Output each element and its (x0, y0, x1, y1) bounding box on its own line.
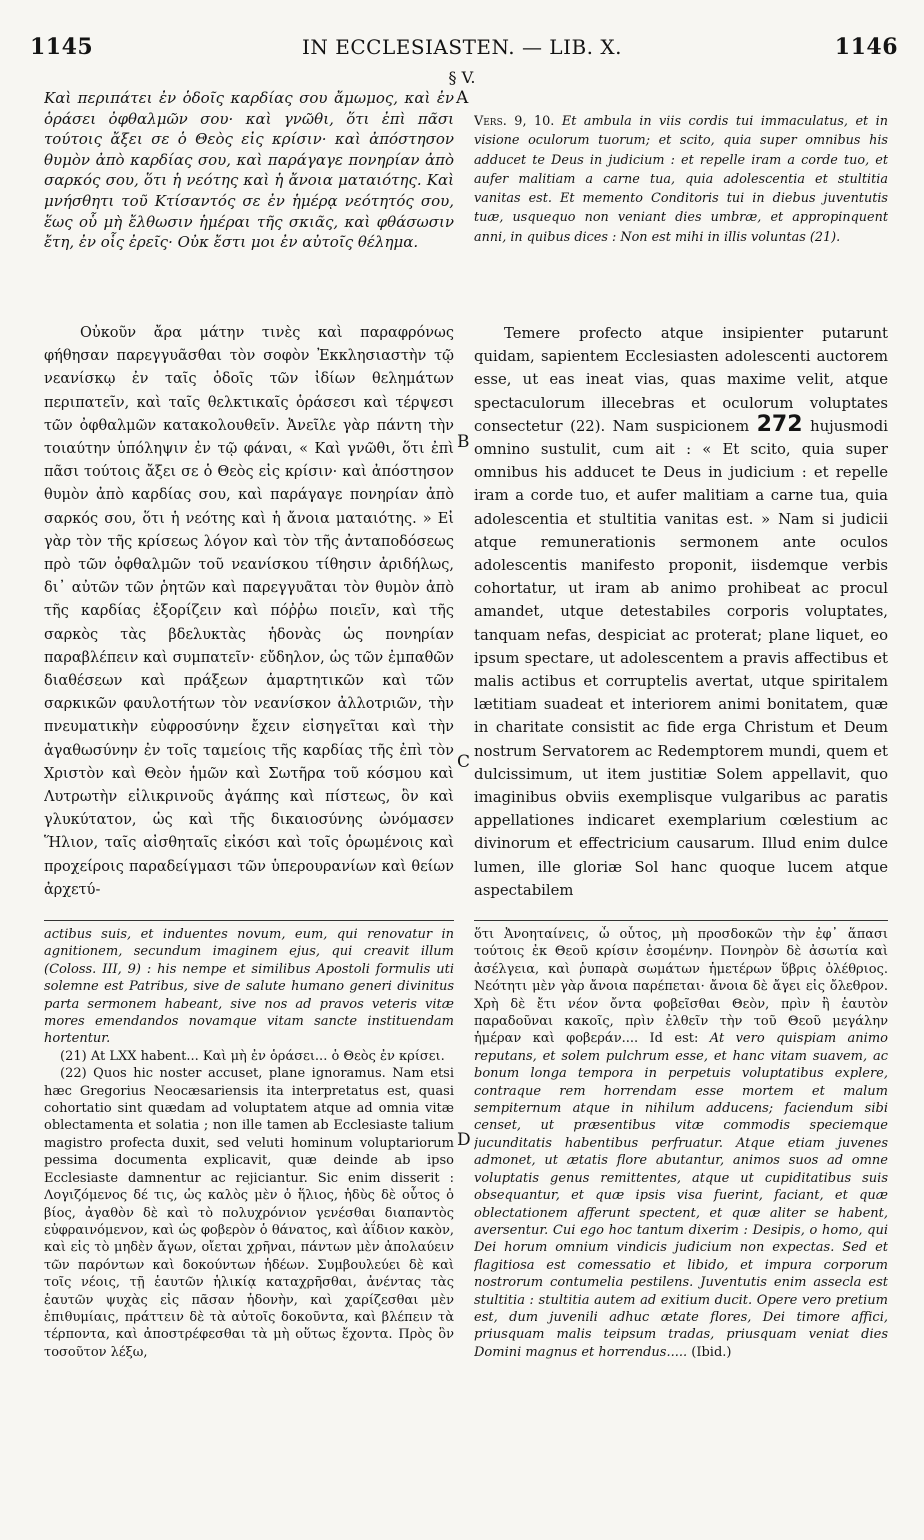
latin-commentary-before: Temere profecto atque insipienter putarunt quidam, sapientem Ecclesiasten adolescenti auctorem esse, ut eas ineat vias, quas maxime velit, atque spectaculorum illecebras et oculorum voluptates consectetur (22). Nam suspicionem (474, 325, 888, 435)
latin-commentary-block (474, 322, 888, 916)
footnote-divider-left (44, 920, 454, 921)
greek-verse: Καὶ περιπάτει ἐν ὁδοῖς καρδίας σου ἄμωμος, καὶ ἐν ὁράσει ὀφθαλμῶν σου· καὶ γνῶθι, ὅτι ἐπὶ πᾶσι τούτοις ἄξει σε ὁ Θεὸς εἰς κρίσιν· καὶ ἀπόστησον θυμὸν ἀπὸ καρδίας σου, καὶ παράγαγε πονηρίαν ἀπὸ σαρκός σου, ὅτι ἡ νεότης καὶ ἡ ἄνοια ματαιότης. Καὶ μνήσθητι τοῦ Κτίσαντός σε ἐν ἡμέρᾳ νεότητός σου, ἕως οὗ μὴ ἔλθωσιν ἡμέραι τῆς σκιᾶς, καὶ φθάσωσιν ἔτη, ἐν οἷς ἐρεῖς· Οὐκ ἔστι μοι ἐν αὐτοῖς θέλημα. (44, 89, 454, 252)
footnote-21: (21) At LXX habent... Καὶ μὴ ἐν ὁράσει... ὁ Θεὸς ἐν κρίσει. (60, 1048, 445, 1064)
greek-verse-block (44, 88, 454, 253)
margin-letter-d: D (457, 1130, 471, 1150)
footnote-source: (Ibid.) (691, 1344, 732, 1360)
running-title: IN ECCLESIASTEN. — LIB. X. (301, 35, 622, 59)
greek-commentary: Οὐκοῦν ἄρα μάτην τινὲς καὶ παραφρόνως φήθησαν παρεγγυᾶσθαι τὸν σοφὸν Ἐκκλησιαστὴν τῷ νεανίσκῳ ἐν ταῖς ὁδοῖς τῶν ἰδίων θελημάτων περιπατεῖν, καὶ ταῖς θελκτικαῖς ὁράσεσι καὶ τέρψεσι τῶν ὀφθαλμῶν κατακολουθεῖν. Ἀνεῖλε γὰρ πάντη τὴν τοιαύτην ὑπόληψιν ἐν τῷ φάναι, « Καὶ γνῶθι, ὅτι ἐπὶ πᾶσι τούτοις ἄξει σε ὁ Θεὸς εἰς κρίσιν· καὶ ἀπόστησον θυμὸν ἀπὸ καρδίας σου, καὶ παράγαγε πονηρίαν ἀπὸ σαρκός σου, ὅτι ἡ νεότης καὶ ἡ ἄνοια ματαιότης. » Εἰ γὰρ τὸν τῆς κρίσεως λόγον καὶ τὸν τῆς ἀνταποδόσεως πρὸ τῶν ὀφθαλμῶν τοῦ νεανίσκου τίθησιν ἀριδήλως, δι᾽ αὐτῶν τῶν ῥητῶν καὶ παρεγγυᾶται τὸν θυμὸν ἀπὸ τῆς καρδίας ἐξορίζειν καὶ πόῤῥω ποιεῖν, καὶ τῆς σαρκὸς τὰς βδελυκτὰς ἡδονὰς ὡς πονηρίαν παραβλέπειν καὶ συμπατεῖν· εὔδηλον, ὡς τῶν ἐμπαθῶν διαθέσεων καὶ πράξεων ἁμαρτητικῶν καὶ τῶν σαρκικῶν φαυλοτήτων τὸν νεανίσκον ἀλλοτριῶν, τὴν πνευματικὴν εὐφροσύνην ἔχειν εἰσηγεῖται καὶ τὴν ἀγαθωσύνην ἐν τοῖς ταμείοις τῆς καρδίας τῆς ἐπὶ τὸν Χριστὸν καὶ Θεὸν ἡμῶν καὶ Σωτῆρα τοῦ κόσμου καὶ Λυτρωτὴν εἰλικρινοῦς ἀγάπης καὶ πίστεως, ὃν καὶ γλυκύτατον, ὡς καὶ τῆς δικαιοσύνης ὠνόμασεν Ἥλιον, ταῖς αἰσθηταῖς εἰκόσι καὶ τοῖς ὁρωμένοις καὶ προχείροις παραδείγμασι τῶν ὑπερουρανίων καὶ θείων ἀρχετύ- (44, 325, 454, 898)
column-number: 272 (756, 411, 803, 437)
running-header (0, 34, 924, 70)
latin-commentary (474, 322, 888, 902)
footnotes-right (474, 926, 888, 1466)
latin-verse-block (474, 112, 888, 247)
page-number-right: 1146 (834, 34, 898, 60)
greek-commentary-block (44, 322, 454, 916)
footnote-continuation: actibus suis, et induentes novum, eum, qui renovatur in agnitionem, secundum imaginem ejus, qui creavit illum (Coloss. III, 9) : his nempe et similibus Apostoli formulis uti solemne est Patribus, sive de salute humano generi divinitus parta sermonem habeant, sive nos ad pravos veteris vitæ mores emendandos novamque vitam sancte instituendam hortentur. (44, 927, 454, 1047)
page-number-left: 1145 (30, 34, 94, 60)
section-heading: § V. (448, 68, 476, 87)
footnote-divider-right (474, 920, 888, 921)
footnote-22: (22) Quos hic noster accuset, plane ignoramus. Nam etsi hæc Gregorius Neocæsariensis ita interpretatus est, quasi cohortatio sint quædam ad voluptatem atque ad omnia vitæ oblectamenta et solatia ; non ille tamen ab Ecclesiaste talium magistro profecta duxit, sed veluti hominum voluptariorum pessima documenta explicavit, quæ deinde ab ipso Ecclesiaste damnentur ac rejiciantur. Sic enim disserit : Λογιζόμενος δέ τις, ὡς καλὸς μὲν ὁ ἥλιος, ἡδὺς δὲ οὗτος ὁ βίος, ἀγαθὸν δὲ καὶ τὸ πολυχρόνιον γενέσθαι διαπαντὸς εὐφραινόμενον, καὶ ὡς φοβερὸν ὁ θάνατος, καὶ ἀΐδιον κακὸν, καὶ εἰς τὸ μηδὲν ἄγων, οἴεται χρῆναι, πάντων μὲν ἀπολαύειν τῶν παρόντων καὶ δοκούντων ἡδέων. Συμβουλεύει δὲ καὶ τοῖς νέοις, τῇ ἑαυτῶν ἡλικίᾳ καταχρῆσθαι, ἀνέντας τὰς ἑαυτῶν ψυχὰς εἰς πᾶσαν ἡδονὴν, καὶ χαρίζεσθαι μὲν ἐπιθυμίαις, πράττειν δὲ τὰ αὐτοῖς δοκοῦντα, καὶ βλέπειν τὰ τέρποντα, καὶ ἀποστρέφεσθαι τὰ μὴ οὕτως ἔχοντα. Πρὸς ὃν τοσοῦτον λέξω, (44, 1066, 454, 1360)
footnote-greek-quote: ὅτι Ἀνοηταίνεις, ὦ οὗτος, μὴ προσδοκῶν τὴν ἐφ᾽ ἅπασι τούτοις ἐκ Θεοῦ κρίσιν ἐσομένην. Πονηρὸν δὲ ἀσωτία καὶ ἀσέλγεια, καὶ ῥυπαρὰ σωμάτων ἡμετέρων ὕβρις ὀλέθριος. Νεότητι μὲν γὰρ ἄνοια παρέπεται· ἄνοια δὲ ἄγει εἰς ὄλεθρον. Χρὴ δὲ ἔτι νέον ὄντα φοβεῖσθαι Θεὸν, πρὶν ἢ ἑαυτὸν παραδοῦναι κακοῖς, πρὶν ἐλθεῖν τὴν τοῦ Θεοῦ μεγάλην ἡμέραν καὶ φοβεράν.... Id est: (474, 927, 888, 1047)
margin-letter-b: B (457, 432, 470, 452)
latin-verse (474, 112, 888, 247)
margin-letter-a: A (456, 88, 469, 108)
footnotes-left (44, 926, 454, 1486)
latin-verse-text: Et ambula in viis cordis tui immaculatus, et in visione oculorum tuorum; et scito, quia super omnibus his adducet te Deus in judicium : et repelle iram a corde tuo, et aufer malitiam a carne tua, quia adolescentia et stultitia vanitas est. Et memento Conditoris tui in diebus juventutis tuæ, usquequo non veniant dies umbræ, et appropinquent anni, in quibus dices : Non est mihi in illis voluntas (21). (474, 114, 888, 245)
footnote-latin-translation: At vero quispiam animo reputans, et solem pulchrum esse, et hanc vitam suavem, ac bonum longa tempora in perpetuis voluptatibus explere, contraque rem horrendam esse mortem et malum sempiternum atque in nihilum adducens; faciendum sibi censet, ut præsentibus vitæ commodis speciemque jucunditatis habentibus perfruatur. Atque etiam juvenes admonet, ut ætatis flore abutantur, animos suos ad omne voluptatis genus remittentes, atque ut cupiditatibus suis obsequantur, et quæ ipsis visa fuerint, faciant, et quæ oblectationem afferunt spectent, et quæ aliter se habent, aversentur. Cui ego hoc tantum dixerim : Desipis, o homo, qui Dei horum omnium vindicis judicium non expectas. Sed et flagitiosa est comessatio et libido, et impura corporum nostrorum contumelia pestilens. Juventutis enim assecla est stultitia : stultitia autem ad exitium ducit. Opere vero pretium est, dum juvenili adhuc ætate flores, Dei timore affici, priusquam malis teipsum tradas, priusquam veniat dies Domini magnus et horrendus..... (474, 1031, 888, 1360)
verse-label: Vers. 9, 10. (474, 114, 555, 129)
footnote-right-text (474, 926, 888, 1361)
margin-letter-c: C (457, 752, 471, 772)
latin-commentary-after: hujusmodi omnino sustulit, cum ait : « Et scito, quia super omnibus his adducet te Deus in judicium : et repelle iram a corde tuo, et aufer malitiam a carne tua, quia adolescentia et stultitia vanitas est. » Nam si judicii atque remunerationis sermonem ante oculos adolescentis manifesto proponit, iisdemque verbis cohortatur, ut iram ab animo prohibeat ac procul amandet, utque detestabiles corporis voluptates, tanquam nefas, despiciat ac proterat; plane liquet, eo ipsum spectare, ut adolescentem a pravis affectibus et malis actibus et corruptelis avertat, utque spiritalem lætitiam suadeat et interiorem animi bonitatem, quæ in charitate consistit ac fide erga Christum et Deum nostrum Servatorem ac Redemptorem mundi, quem et dulcissimum, ut item justitiæ Solem appellavit, quo imaginibus obviis exemplisque vulgaribus ac paratis appellationes indicaret exemplarium cœlestium ac divinorum et effectricium causarum. Illud enim dulce lumen, ille gloriæ Sol hanc quoque lucem atque aspectabilem (474, 417, 888, 899)
